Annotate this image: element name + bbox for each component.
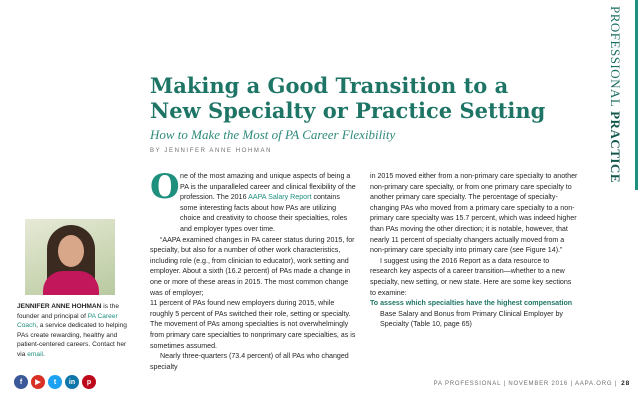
pinterest-icon[interactable]: p <box>82 375 96 389</box>
paragraph-3: 11 percent of PAs found new employers during 2015, while roughly 5 percent of PAs switched their role, setting or specialty. The movement of PAs among specialties is not overwhelmingly from primary care specialties to nonprimary care specialties, as is sometimes assumed. <box>150 299 356 350</box>
author-photo-face <box>58 235 84 267</box>
bio-text-a: is the founder and principal of <box>17 303 119 320</box>
page-footer <box>434 380 630 387</box>
youtube-icon[interactable]: ▶ <box>31 375 45 389</box>
page-number: 28 <box>621 380 630 387</box>
author-bio <box>17 302 129 360</box>
byline: BY JENNIFER ANNE HOHMAN <box>150 148 273 154</box>
author-photo <box>25 219 115 295</box>
bio-text-c: . <box>43 350 45 358</box>
paragraph-1 <box>150 167 358 235</box>
section-tab-part2: PRACTICE <box>608 111 623 184</box>
salary-report-link[interactable]: AAPA Salary Report <box>248 193 312 202</box>
email-link[interactable]: email <box>27 350 44 358</box>
section-tab <box>608 0 638 190</box>
author-photo-body <box>43 271 99 295</box>
col2-paragraph-2: I suggest using the 2016 Report as a data resource to research key aspects of a career transition—whether to a new specialty, new setting, or new state. Here are some key sections to examine: <box>370 256 572 297</box>
twitter-icon[interactable]: t <box>48 375 62 389</box>
column-1 <box>150 167 358 372</box>
title-line-1: Making a Good Transition to a <box>150 73 509 98</box>
paragraph-1-text-b: contains some interesting facts about how PAs are utilizing choice and creativity to choose their specialties, roles and employer types over time. <box>180 193 348 233</box>
bio-text-b: , a service dedicated to helping PAs create rewarding, healthy and patient-centered careers. Contact her via <box>17 322 127 358</box>
paragraph-4: Nearly three-quarters (73.4 percent) of all PAs who changed specialty <box>150 352 349 371</box>
column-2 <box>370 171 578 330</box>
title-line-2: New Specialty or Practice Setting <box>150 98 546 123</box>
paragraph-1-text-a: ne of the most amazing and unique aspects of being a PA is the unparalleled career and clinical flexibility of the profession. The 2016 <box>180 172 356 202</box>
article-title <box>150 73 600 123</box>
paragraph-2: “AAPA examined changes in PA career status during 2015, for specialty, but also for a number of other work characteristics, including role (e.g., from clinician to educator), work setting and employer. About a sixth (16.2 percent) of PAs made a change in one or more of these areas in 2015. The most common change was of employer; <box>150 235 355 297</box>
social-icons <box>14 375 104 391</box>
footer-text: PA PROFESSIONAL | NOVEMBER 2016 | AAPA.ORG | <box>433 380 618 387</box>
linkedin-icon[interactable]: in <box>65 375 79 389</box>
pa-career-coach-link[interactable]: PA Career Coach <box>17 312 118 330</box>
section-tab-part1: PROFESSIONAL <box>608 6 623 108</box>
drop-cap: O <box>150 167 180 207</box>
author-name: JENNIFER ANNE HOHMAN <box>17 303 102 310</box>
col2-paragraph-1: in 2015 moved either from a non-primary care specialty to another non-primary care specialty, or from one primary care specialty to another primary care specialty. The percentage of specialty-changing PAs who moved from a primary care specialty to a non-primary care specialty was 15.7 percent, which was indeed higher than PAs moving the other direction; it is notable, however, that nearly 11 percent of specialty changers actually moved from a non-primary care specialty into primary care (see Figure 14).” <box>370 172 578 255</box>
assess-heading: To assess which specialties have the highest compensation <box>370 299 573 308</box>
facebook-icon[interactable]: f <box>14 375 28 389</box>
section-tab-label <box>605 6 625 186</box>
assess-text: Base Salary and Bonus from Primary Clinical Employer by Specialty (Table 10, page 65) <box>380 309 563 329</box>
article-subtitle: How to Make the Most of PA Career Flexibility <box>150 127 396 142</box>
